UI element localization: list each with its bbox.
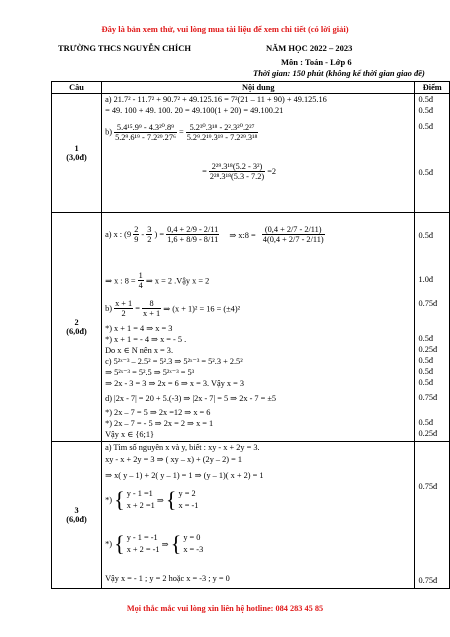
col-header-cau: Câu (52, 82, 102, 94)
q2-a-line1: a) x : (9 $\frac{2}{9}$ - $\frac{3}{2}$ ) = $\frac{0,4 + 2/9 - 2/11}{1,6 + 8/9 - 8/11}$ ⇒ x:8 = $\frac{(0,4 + 2/7 - 2/11)}{4(0,4 + 2/7 - 2/11)}$ (105, 225, 324, 244)
q2-d-line4: Vậy x ∈ {6;1} (105, 430, 154, 439)
answer-table (51, 81, 450, 589)
q3-system2: *) { y - 1 = -1 x + 2 = -1 ⇒ { y = 0 x = -3 (105, 531, 204, 556)
q2-d-line1: d) |2x - 7| = 20 + 5.(-3) ⇒ |2x - 7| = 5 ⇒ 2x - 7 = ±5 (105, 394, 277, 403)
q2-c-line2: ⇒ 5²ˣ⁻³ = 5².5 ⇒ 5²ˣ⁻³ = 5³ (105, 368, 195, 377)
q2-label-cell (52, 213, 102, 442)
school-year: NĂM HỌC 2022 – 2023 (266, 43, 353, 53)
q3-content-cell (102, 442, 415, 589)
q1-number: 1 (74, 144, 79, 153)
score: 0.5đ (418, 122, 433, 131)
q2-c-line1: c) 5²ˣ⁻³ – 2.5² = 5².3 ⇒ 5²ˣ⁻³ = 5².3 + 2.5² (105, 357, 243, 366)
subject-title: Môn : Toán - Lớp 6 (281, 57, 352, 67)
score: 0.25đ (418, 429, 438, 438)
q1-score-cell (415, 94, 450, 213)
table-row-q3 (52, 442, 450, 589)
table-row-q1 (52, 94, 450, 213)
q2-c-line3: ⇒ 2x - 3 = 3 ⇒ 2x = 6 ⇒ x = 3. Vậy x = 3 (105, 379, 245, 388)
q1-b-line2: = $\frac{\text{2²⁹.3¹⁸(5.2 - 3²)}}{\text{2²⁸.3¹⁸(5.3 - 7.2)}}$ =2 (202, 162, 277, 181)
school-name: TRƯỜNG THCS NGUYỄN CHÍCH (58, 43, 191, 53)
score: 0.75đ (418, 393, 438, 402)
q1-a-line1: a) 21.7² - 11.7² + 90.7² + 49.125.16 = 7²(21 – 11 + 90) + 49.125.16 (105, 95, 327, 104)
col-header-diem: Điểm (415, 82, 450, 94)
col-header-noidung: Nội dung (102, 82, 415, 94)
score: 0.5đ (418, 231, 433, 240)
preview-notice: Đây là bản xem thử, vui lòng mua tài liệu để xem chi tiết (có lời giải) (101, 24, 349, 34)
score: 0.25đ (418, 345, 438, 354)
score: 0.5đ (418, 168, 433, 177)
q1-b-line1: b) $\frac{\text{5.4¹⁵.9⁹ - 4.3²⁰.8⁹}}{\text{5.2⁹.6¹⁹ - 7.2²⁹.27⁶}}$ = $\frac{\text{5.2³⁰.3¹⁸ - 2².3²⁰.2²⁷}}{\text{5.2⁹.2¹⁹.3¹⁹ - 7.2²⁹.3¹⁸}}$ (105, 123, 258, 142)
q2-number: 2 (74, 318, 79, 327)
score: 0.75đ (418, 299, 438, 308)
q2-d-line3: *) 2x – 7 = - 5 ⇒ 2x = 2 ⇒ x = 1 (105, 419, 214, 428)
score: 0.5đ (418, 334, 433, 343)
q1-b-fraction1: $\frac{\text{5.4¹⁵.9⁹ - 4.3²⁰.8⁹}}{\text{5.2⁹.6¹⁹ - 7.2²⁹.27⁶}}$ (115, 123, 176, 142)
score: 0.75đ (418, 482, 438, 491)
q3-line2: xy - x + 2y = 3 ⇒ ( xy – x) + (2y – 2) = 1 (105, 455, 243, 464)
q2-d-line2: *) 2x – 7 = 5 ⇒ 2x =12 ⇒ x = 6 (105, 408, 211, 417)
q3-conclusion: Vậy x = - 1 ; y = 2 hoặc x = -3 ; y = 0 (105, 574, 230, 583)
q3-line3: ⇒ x( y – 1) + 2( y – 1) = 1 ⇒ (y – 1)( x + 2) = 1 (105, 471, 264, 480)
table-row-q2 (52, 213, 450, 442)
score: 0.75đ (418, 576, 438, 585)
score: 0.5đ (418, 378, 433, 387)
q3-system1: *) { y - 1 =1 x + 2 =1 ⇒ { y = 2 x = -1 (105, 487, 199, 512)
q3-points: (6,0đ) (66, 515, 87, 524)
q2-b-line4: Do x ∈ N nên x = 3. (105, 346, 174, 355)
q3-score-cell (415, 442, 450, 589)
exam-time: Thời gian: 150 phút (không kể thời gian giao đề) (253, 68, 425, 78)
score: 0.5đ (418, 418, 433, 427)
q3-label-cell (52, 442, 102, 589)
q2-score-cell (415, 213, 450, 442)
q2-content-cell (102, 213, 415, 442)
q1-points: (3,0đ) (66, 153, 87, 162)
q1-b-fraction3: $\frac{\text{2²⁹.3¹⁸(5.2 - 3²)}}{\text{2²⁸.3¹⁸(5.3 - 7.2)}}$ (209, 162, 265, 181)
q2-b-line1: b) $\frac{x + 1}{2}$ = $\frac{8}{x + 1}$ ⇒ (x + 1)² = 16 = (±4)² (105, 299, 241, 318)
q3-line1: a) Tìm số nguyên x và y, biết : xy - x + 2y = 3. (105, 443, 260, 452)
hotline-notice: Mọi thắc mắc vui lòng xin liên hệ hotline: 084 283 45 85 (126, 604, 324, 613)
q2-b-line2: *) x + 1 = 4 ⇒ x = 3 (105, 324, 173, 333)
table-header-row (52, 82, 450, 94)
score: 1.0đ (418, 275, 433, 284)
q3-number: 3 (74, 506, 79, 515)
score: 0.5đ (418, 367, 433, 376)
score: 0.5đ (418, 356, 433, 365)
q1-content-cell (102, 94, 415, 213)
q2-b-line3: *) x + 1 = - 4 ⇒ x = - 5 . (105, 335, 187, 344)
score: 0.5đ (418, 106, 433, 115)
q2-a-line2: ⇒ x : 8 = $\frac{1}{4}$ ⇒ x = 2 .Vậy x = 2 (105, 271, 210, 290)
q2-points: (6,0đ) (66, 327, 87, 336)
score: 0.5đ (418, 95, 433, 104)
q1-b-fraction2: $\frac{\text{5.2³⁰.3¹⁸ - 2².3²⁰.2²⁷}}{\text{5.2⁹.2¹⁹.3¹⁹ - 7.2²⁹.3¹⁸}}$ (186, 123, 258, 142)
q1-a-line2: = 49. 100 + 49. 100. 20 = 49.100(1 + 20) = 49.100.21 (105, 106, 284, 115)
q1-label-cell (52, 94, 102, 213)
